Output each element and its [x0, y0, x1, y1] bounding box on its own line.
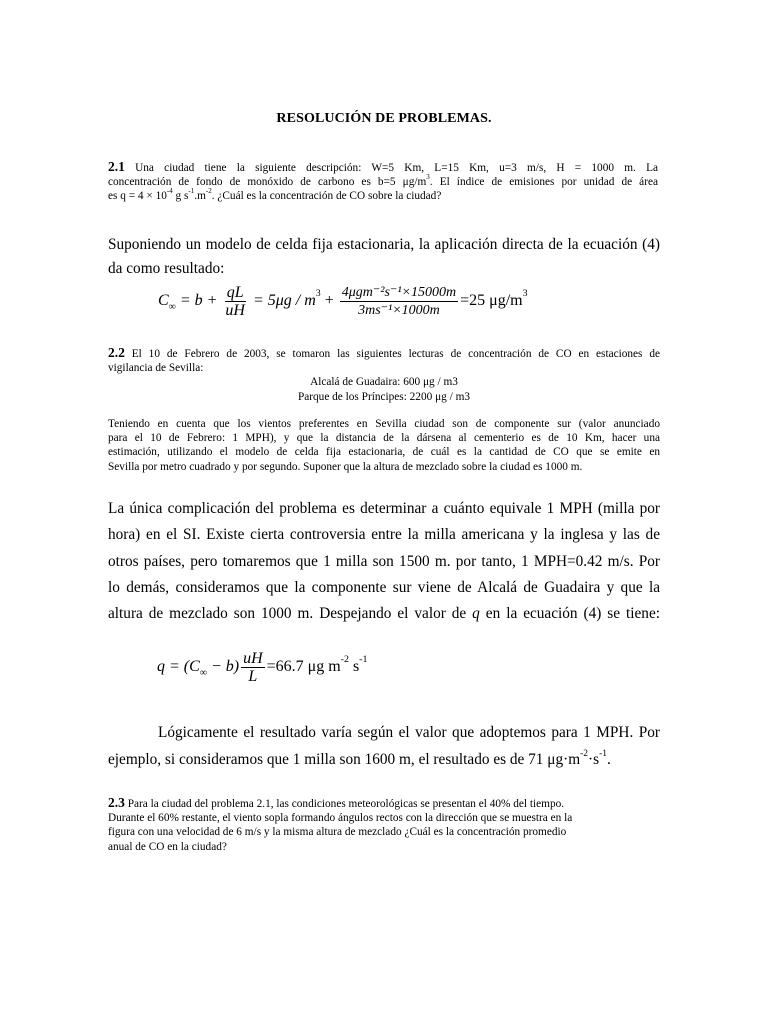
- problem-text-line: figura con una velocidad de 6 m/s y la misma altura de mezclado ¿Cuál es la concentración promedio: [108, 826, 567, 839]
- reading-line: Alcalá de Guadaira: 600 μg / m3: [310, 376, 458, 389]
- conclusion-line: Lógicamente el resultado varía según el valor que adoptemos para 1 MPH. Por: [158, 724, 660, 741]
- solution-2-1: [108, 233, 660, 281]
- problem-text-line: Una ciudad tiene la siguiente descripción: W=5 Km, L=15 Km, u=3 m/s, H = 1000 m. La: [135, 162, 658, 174]
- reading-line: Parque de los Príncipes: 2200 μg / m3: [297, 390, 471, 403]
- problem-number: 2.1: [108, 159, 125, 174]
- solution-text-line: otros países, pero tomaremos que 1 milla son 1500 m. por tanto, 1 MPH=0.42 m/s. Por: [108, 552, 660, 570]
- problem-2-2-paragraph: [108, 417, 660, 474]
- solution-text-line: Suponiendo un modelo de celda fija estacionaria, la aplicación directa de la ecuación (4): [108, 236, 660, 253]
- paragraph-line: Sevilla por metro cuadrado y por segundo. Suponer que la altura de mezclado sobre la ciudad es 1000 m.: [108, 460, 583, 473]
- problem-text-line: Para la ciudad del problema 2.1, las condiciones meteorológicas se presentan el 40% del tiempo.: [127, 798, 565, 810]
- paragraph-line: para el 10 de Febrero: 1 MPH), y que la distancia de la dársena al cementerio es de 10 Km, hacer una: [108, 432, 660, 445]
- problem-text-line: Durante el 60% restante, el viento sopla formando ángulos rectos con la dirección que se muestra en la: [108, 812, 573, 825]
- equation-1: $C_\infty = b$ + $\frac{qL}{uH}$ = $5\mu g / m^3$ + $\frac{\text{4μgm⁻²s⁻¹×15000m}}{\text{3ms⁻¹×1000m}}$ =25 $\mu g/m^3$: [158, 284, 528, 319]
- problem-text-line: vigilancia de Sevilla:: [108, 362, 204, 375]
- problem-text-line: anual de CO en la ciudad?: [108, 840, 227, 853]
- problem-number: 2.2: [108, 345, 125, 360]
- paragraph-line: estimación, utilizando el modelo de celda fija estacionaria, de cuál es la cantidad de CO que se emite en: [108, 446, 660, 459]
- page-title: RESOLUCIÓN DE PROBLEMAS.: [276, 111, 492, 126]
- problem-2-2: [108, 346, 660, 404]
- problem-text-line: El 10 de Febrero de 2003, se tomaron las siguientes lecturas de concentración de CO en estaciones de: [131, 348, 660, 360]
- fraction: $\frac{qL}{uH}$: [225, 284, 245, 319]
- solution-text-line: hora) en el SI. Existe cierta controversia entre la milla americana y la inglesa y las de: [108, 526, 660, 544]
- problem-2-3: [108, 796, 660, 854]
- equation-2: $q = (C_\infty - b)$ $\frac{uH}{L}$ =66.7 μg $m^{-2}$ $s^{-1}$: [157, 650, 368, 685]
- solution-2-2: [108, 496, 660, 627]
- solution-text-line: lo demás, consideramos que la componente sur viene de Alcalá de Guadaira y que la: [108, 578, 660, 596]
- solution-text-line: La única complicación del problema es determinar a cuánto equivale 1 MPH (milla por: [108, 500, 660, 517]
- problem-2-1: [108, 160, 658, 204]
- fraction: $\frac{uH}{L}$: [243, 650, 263, 685]
- conclusion-paragraph: [108, 719, 660, 773]
- paragraph-line: Teniendo en cuenta que los vientos preferentes en Sevilla ciudad son de componente sur (valor anunciado: [108, 418, 660, 430]
- problem-text-line: concentración de fondo de monóxido de carbono es b=5 $\mu g/m^3$. El índice de emisiones por unidad de área: [108, 172, 658, 189]
- problem-number: 2.3: [108, 795, 125, 810]
- solution-text-line: da como resultado:: [108, 260, 225, 277]
- conclusion-line: ejemplo, si consideramos que 1 milla son 1600 m, el resultado es de 71 $\mu g\cdot m^{-2}\cdot s^{-1}$.: [108, 748, 611, 768]
- solution-text-line: altura de mezclado son 1000 m. Despejando el valor de q en la ecuación (4) se tiene:: [108, 605, 660, 623]
- fraction: $\frac{\text{4μgm⁻²s⁻¹×15000m}}{\text{3ms⁻¹×1000m}}$: [341, 285, 457, 318]
- problem-text-line: es $q = 4 \times 10^{-4}$ g $s^{-1}.m^{-2}$. ¿Cuál es la concentración de CO sobre la ciudad?: [108, 186, 442, 203]
